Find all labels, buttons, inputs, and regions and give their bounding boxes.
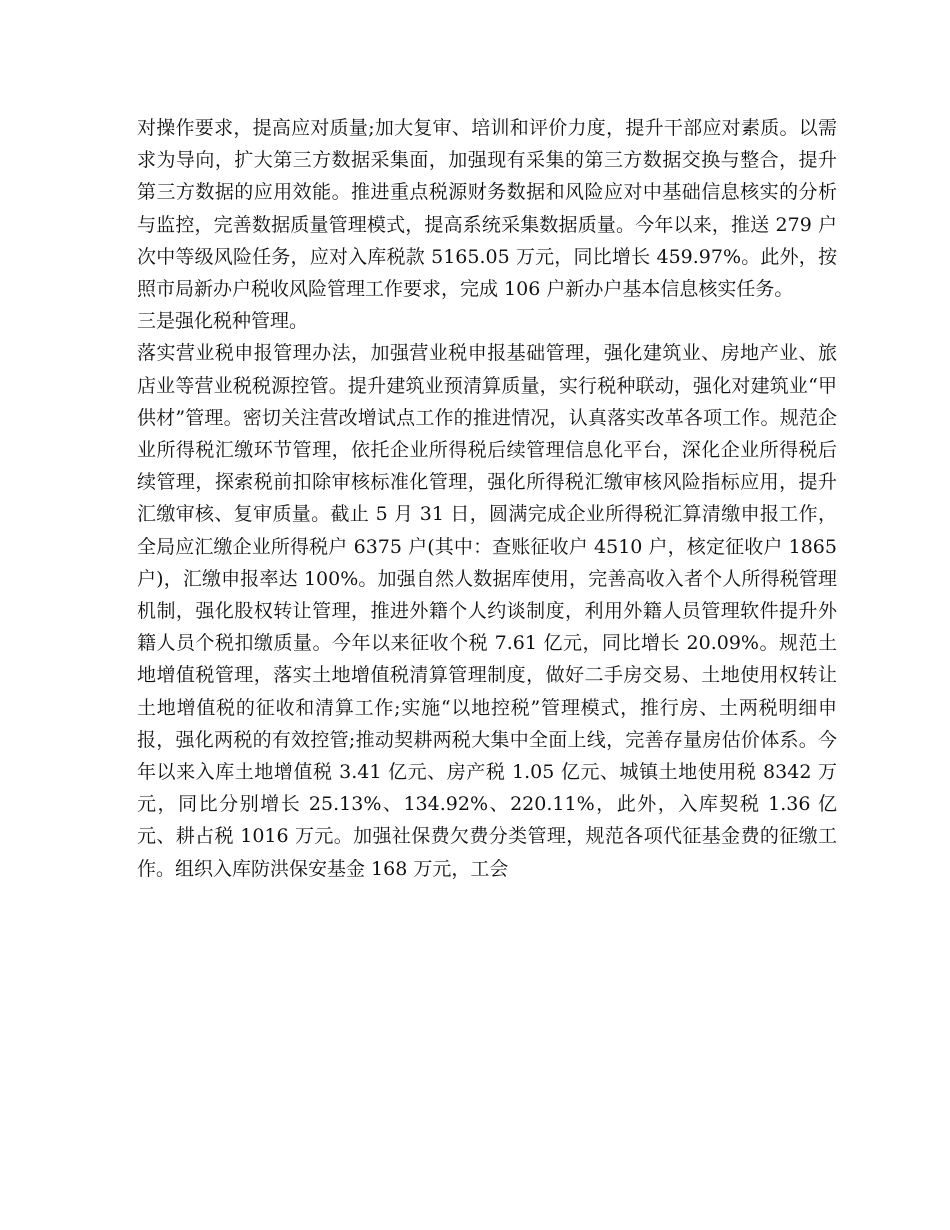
body-text	[137, 112, 837, 885]
section-heading-tax-type-management: 三是强化税种管理。	[137, 310, 309, 333]
paragraph-risk-response: 对操作要求，提高应对质量;加大复审、培训和评价力度，提升干部应对素质。以需求为导向，扩大第三方数据采集面，加强现有采集的第三方数据交换与整合，提升第三方数据的应用效能。推进重点税源财务数据和风险应对中基础信息核实的分析与监控，完善数据质量管理模式，提高系统采集数据质量。今年以来，推送 279 户次中等级风险任务，应对入库税款 5165.05 万元，同比增长 459.97%。此外，按照市局新办户税收风险管理工作要求，完成 106 户新办户基本信息核实任务。	[137, 117, 837, 301]
paragraph-tax-type-management: 落实营业税申报管理办法，加强营业税申报基础管理，强化建筑业、房地产业、旅店业等营业税税源控管。提升建筑业预清算质量，实行税种联动，强化对建筑业“甲供材”管理。密切关注营改增试点工作的推进情况，认真落实改革各项工作。规范企业所得税汇缴环节管理，依托企业所得税后续管理信息化平台，深化企业所得税后续管理，探索税前扣除审核标准化管理，强化所得税汇缴审核风险指标应用，提升汇缴审核、复审质量。截止 5 月 31 日，圆满完成企业所得税汇算清缴申报工作，全局应汇缴企业所得税户 6375 户(其中：查账征收户 4510 户，核定征收户 1865 户)，汇缴申报率达 100%。加强自然人数据库使用，完善高收入者个人所得税管理机制，强化股权转让管理，推进外籍个人约谈制度，利用外籍人员管理软件提升外籍人员个税扣缴质量。今年以来征收个税 7.61 亿元，同比增长 20.09%。规范土地增值税管理，落实土地增值税清算管理制度，做好二手房交易、土地使用权转让土地增值税的征收和清算工作;实施“以地控税”管理模式，推行房、土两税明细申报，强化两税的有效控管;推动契耕两税大集中全面上线，完善存量房估价体系。今年以来入库土地增值税 3.41 亿元、房产税 1.05 亿元、城镇土地使用税 8342 万元，同比分别增长 25.13%、134.92%、220.11%，此外，入库契税 1.36 亿元、耕占税 1016 万元。加强社保费欠费分类管理，规范各项代征基金费的征缴工作。组织入库防洪保安基金 168 万元，工会	[137, 342, 837, 880]
